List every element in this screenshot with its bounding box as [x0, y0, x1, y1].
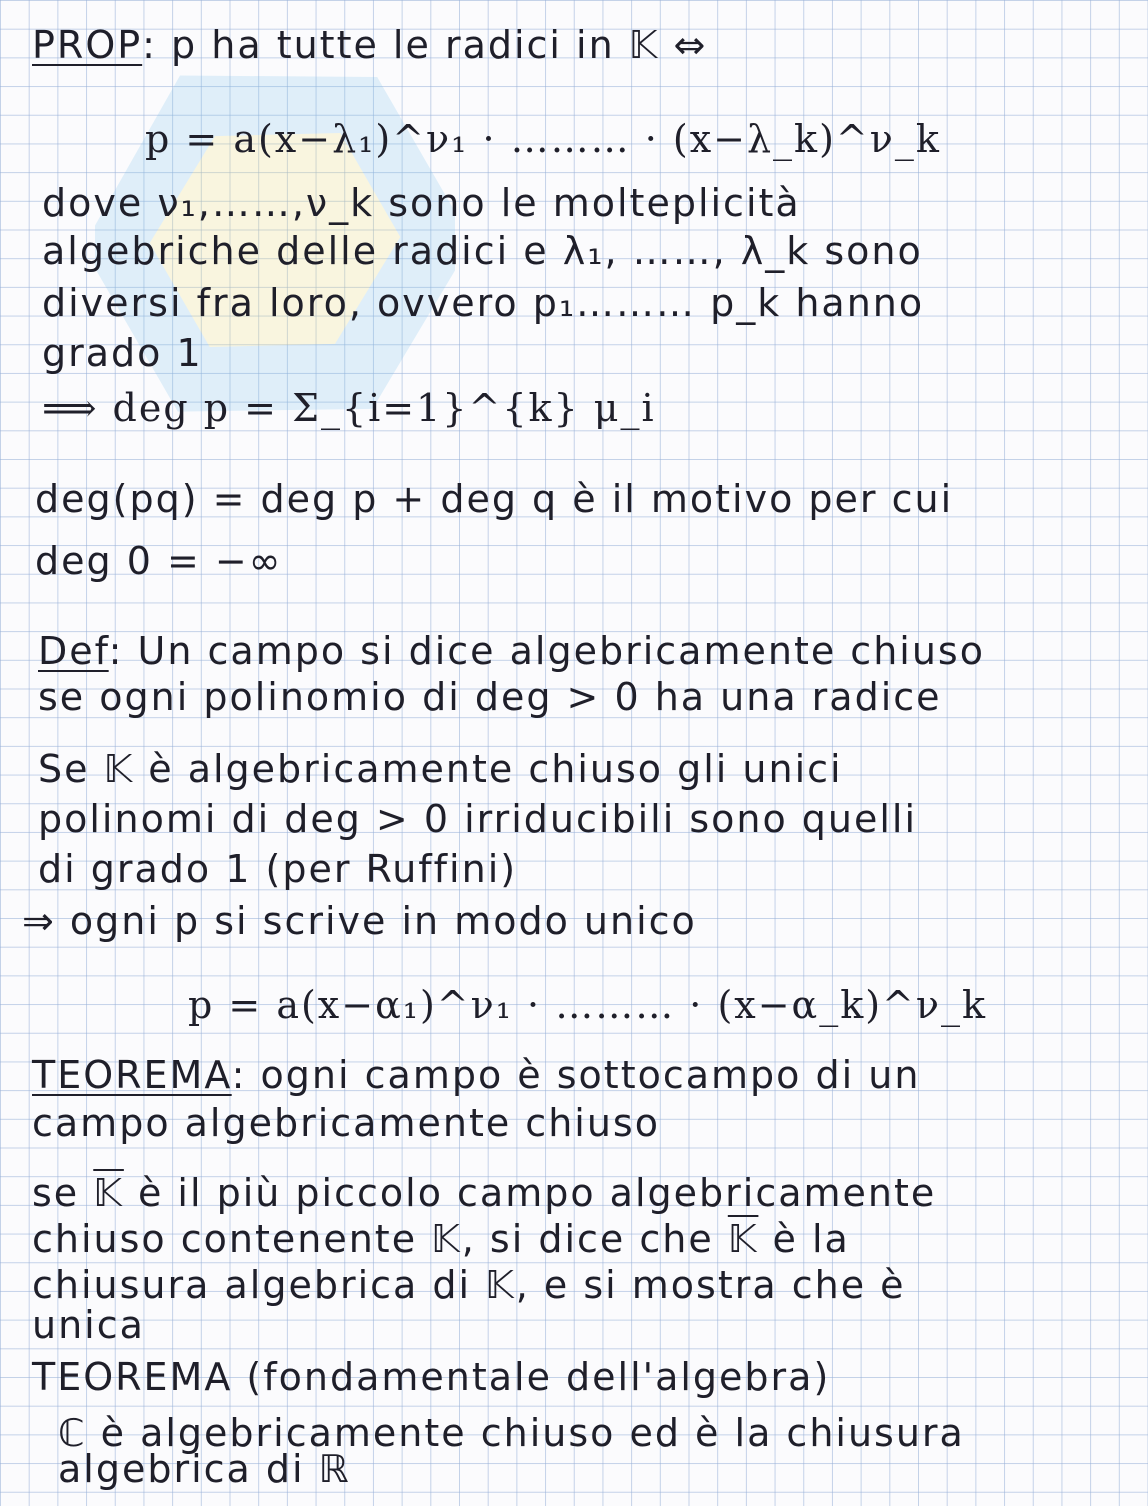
- prop-text-2: algebriche delle radici e λ₁, ……, λ_k sono: [42, 229, 923, 273]
- deg-sum-formula: ⟹ deg p = Σ_{i=1}^{k} μ_i: [42, 386, 656, 430]
- definition-line-1: [38, 628, 985, 674]
- closure-line-2: [32, 1216, 850, 1262]
- theorem1-line-2: campo algebricamente chiuso: [32, 1101, 660, 1145]
- definition-label: Def: [38, 629, 109, 673]
- definition-text-1: : Un campo si dice algebricamente chiuso: [108, 629, 985, 673]
- closure-line-1: [32, 1170, 936, 1216]
- closure-2-pre: chiuso contenente 𝕂, si dice che: [32, 1217, 728, 1261]
- prop-formula: p = a(x−λ₁)^ν₁ · ……… · (x−λ_k)^ν_k: [145, 117, 941, 161]
- closure-1-post: è il più piccolo campo algebricamente: [123, 1171, 937, 1215]
- prop-text-3: diversi fra loro, ovvero p₁……… p_k hanno: [42, 281, 925, 325]
- prop-line: [32, 22, 707, 68]
- prop-label: PROP: [32, 23, 143, 67]
- deg-note-2: deg 0 = −∞: [35, 539, 283, 583]
- closure-line-4: unica: [32, 1303, 145, 1347]
- closed-field-formula: p = a(x−α₁)^ν₁ · ……… · (x−α_k)^ν_k: [188, 983, 988, 1027]
- theorem2-title: TEOREMA (fondamentale dell'algebra): [32, 1355, 831, 1399]
- closed-field-2: polinomi di deg > 0 irriducibili sono quelli: [38, 797, 918, 841]
- closure-2-post: è la: [758, 1217, 850, 1261]
- definition-line-2: se ogni polinomio di deg > 0 ha una radice: [38, 675, 942, 719]
- prop-text-1: dove ν₁,……,ν_k sono le molteplicità: [42, 181, 801, 225]
- prop-statement: : p ha tutte le radici in 𝕂 ⇔: [142, 23, 708, 67]
- theorem2-line-1: ℂ è algebricamente chiuso ed è la chiusura: [58, 1411, 965, 1455]
- closed-field-3: di grado 1 (per Ruffini): [38, 847, 518, 891]
- closed-field-4: ⇒ ogni p si scrive in modo unico: [22, 899, 697, 943]
- closure-2-bar: 𝕂: [727, 1217, 759, 1261]
- theorem2-line-2: algebrica di ℝ: [58, 1447, 351, 1491]
- theorem1-text-1: : ogni campo è sottocampo di un: [231, 1053, 921, 1097]
- deg-note-1: deg(pq) = deg p + deg q è il motivo per cui: [35, 477, 954, 521]
- prop-text-4: grado 1: [42, 331, 203, 375]
- closure-1-bar: 𝕂: [93, 1171, 124, 1215]
- closed-field-1: Se 𝕂 è algebricamente chiuso gli unici: [38, 747, 843, 791]
- theorem1-line-1: [32, 1052, 920, 1098]
- closure-1-pre: se: [32, 1171, 94, 1215]
- theorem1-label: TEOREMA: [32, 1053, 232, 1097]
- closure-line-3: chiusura algebrica di 𝕂, e si mostra che è: [32, 1263, 906, 1307]
